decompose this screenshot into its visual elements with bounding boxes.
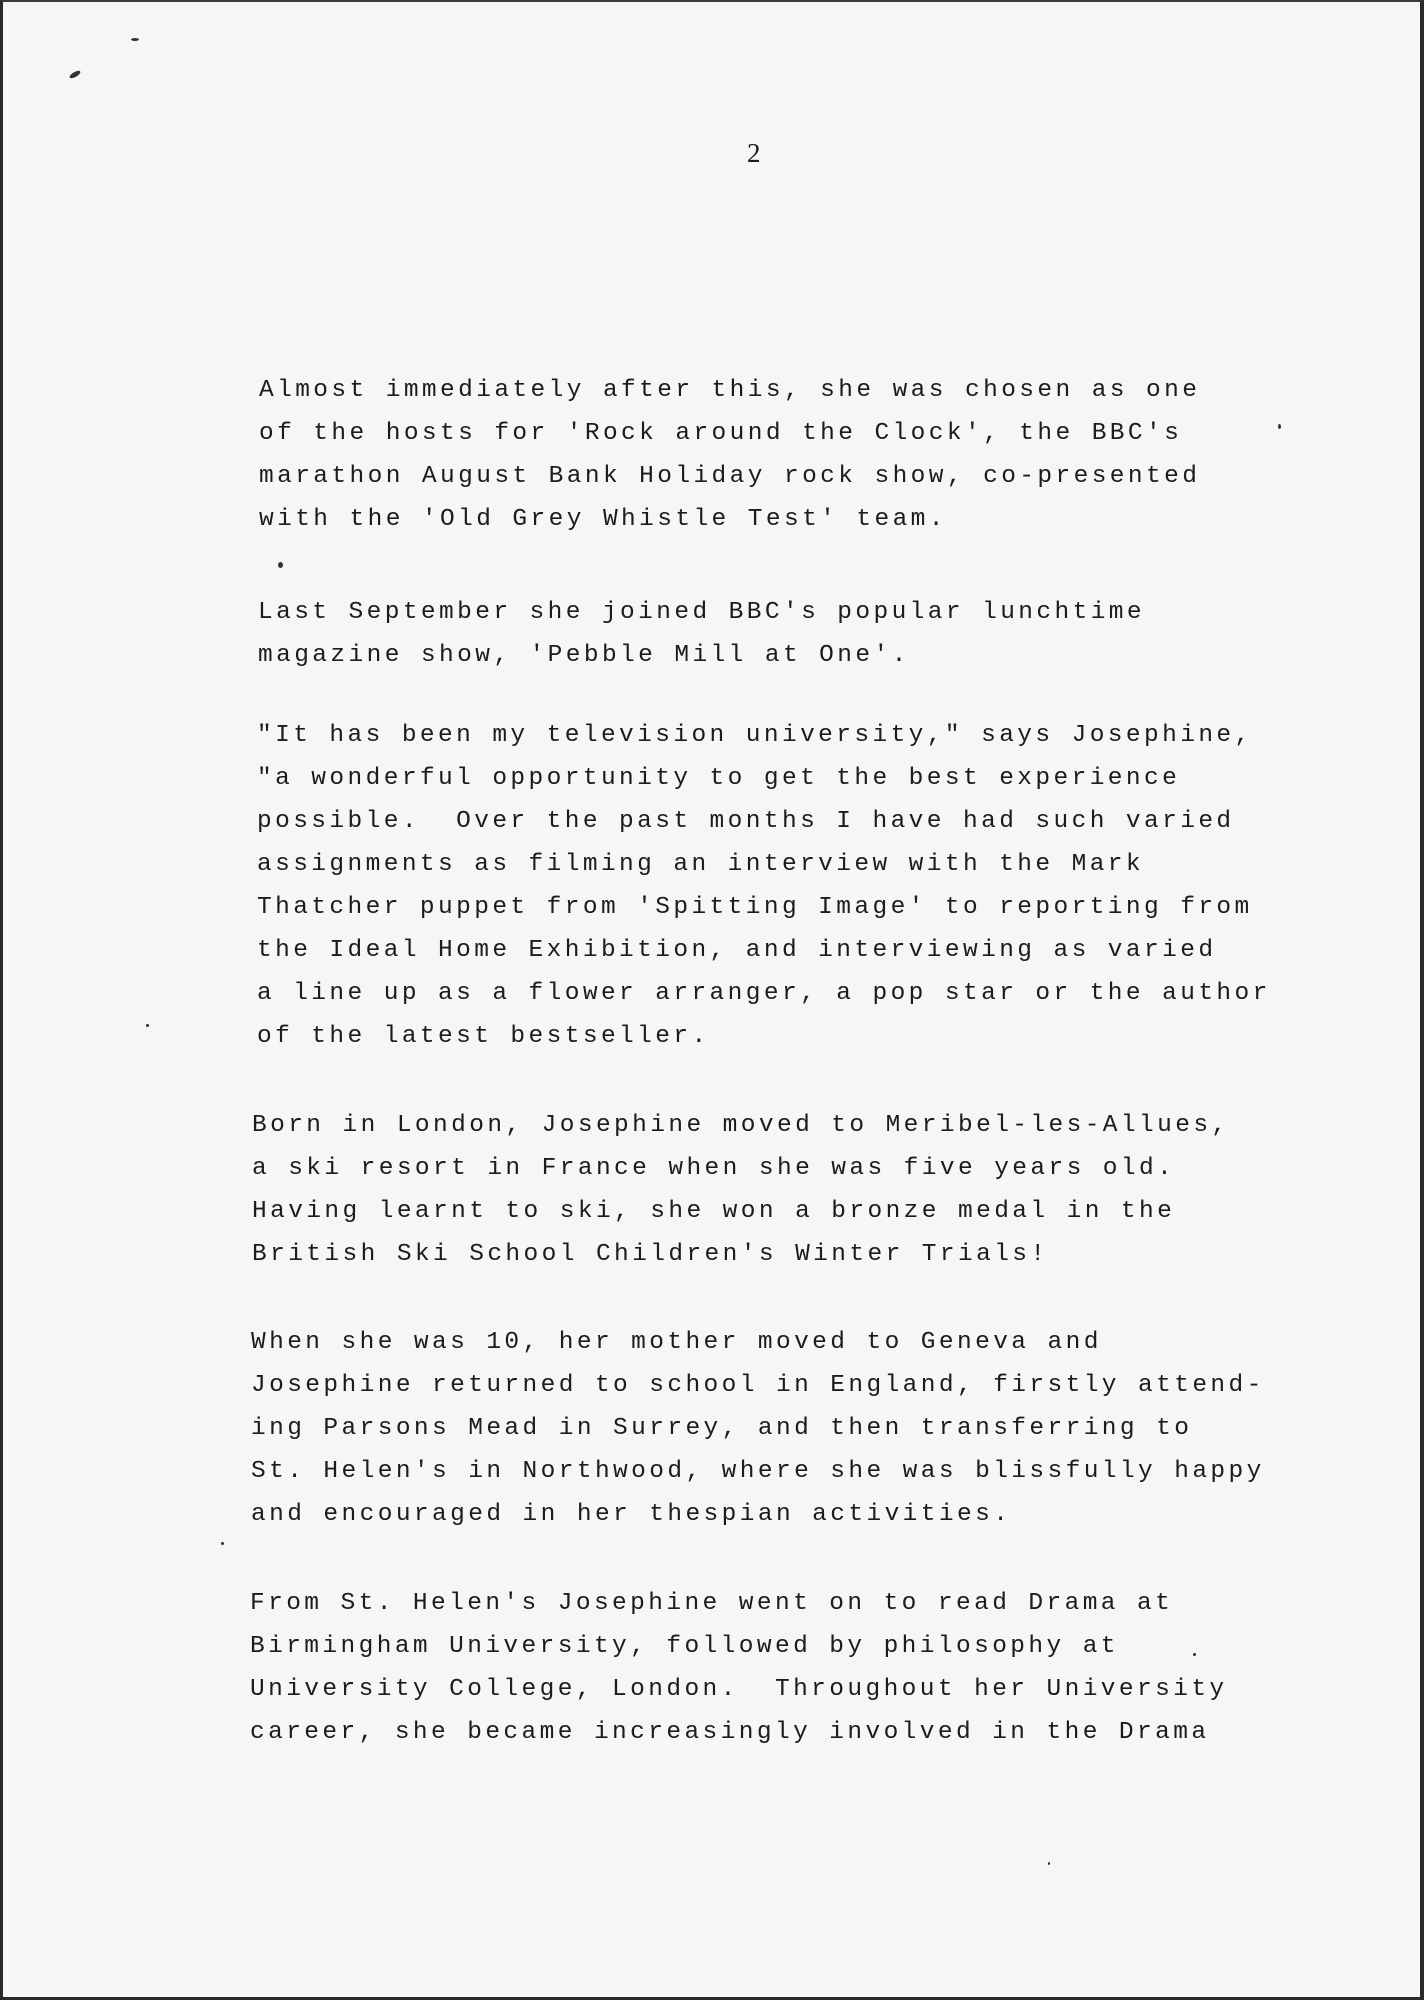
text-line: British Ski School Children's Winter Trials! xyxy=(252,1241,1049,1268)
scan-mark xyxy=(69,69,82,79)
paragraph-1 xyxy=(259,369,1200,541)
text-line: When she was 10, her mother moved to Geneva and xyxy=(251,1329,1102,1356)
text-line: Almost immediately after this, she was chosen as one xyxy=(259,377,1201,404)
text-line: "It has been my television university," says Josephine, xyxy=(257,722,1253,749)
text-line: a ski resort in France when she was five years old. xyxy=(252,1155,1176,1182)
paragraph-3 xyxy=(257,714,1271,1058)
text-line: of the latest bestseller. xyxy=(257,1023,710,1050)
paragraph-5 xyxy=(251,1321,1265,1536)
text-line: marathon August Bank Holiday rock show, co-presented xyxy=(259,463,1201,490)
scan-mark xyxy=(221,1542,224,1545)
scan-mark xyxy=(1048,1862,1050,1865)
scan-mark xyxy=(146,1024,149,1027)
text-line: of the hosts for 'Rock around the Clock', the BBC's xyxy=(259,420,1183,447)
scan-mark xyxy=(131,38,139,41)
scan-mark xyxy=(1193,1653,1196,1656)
paragraph-6 xyxy=(250,1582,1228,1754)
text-line: Born in London, Josephine moved to Meribel-les-Allues, xyxy=(252,1112,1230,1139)
page-number: 2 xyxy=(747,138,761,168)
text-line: Josephine returned to school in England, firstly attend- xyxy=(251,1372,1265,1399)
text-line: Having learnt to ski, she won a bronze medal in the xyxy=(252,1198,1176,1225)
paragraph-4 xyxy=(252,1104,1230,1276)
text-line: From St. Helen's Josephine went on to read Drama at xyxy=(250,1590,1174,1617)
text-line: "a wonderful opportunity to get the best experience xyxy=(257,765,1181,792)
scan-mark xyxy=(1278,424,1281,429)
text-line: career, she became increasingly involved in the Drama xyxy=(250,1719,1210,1746)
text-line: the Ideal Home Exhibition, and interviewing as varied xyxy=(257,937,1217,964)
text-line: magazine show, 'Pebble Mill at One'. xyxy=(258,642,910,669)
scan-mark xyxy=(278,562,283,568)
text-line: University College, London. Throughout her University xyxy=(250,1676,1228,1703)
paragraph-2 xyxy=(258,591,1145,677)
text-line: Birmingham University, followed by philosophy at xyxy=(250,1633,1119,1660)
text-line: Last September she joined BBC's popular lunchtime xyxy=(258,599,1146,626)
text-line: and encouraged in her thespian activities. xyxy=(251,1501,1012,1528)
text-line: assignments as filming an interview with the Mark xyxy=(257,851,1145,878)
text-line: St. Helen's in Northwood, where she was blissfully happy xyxy=(251,1458,1265,1485)
text-line: Thatcher puppet from 'Spitting Image' to reporting from xyxy=(257,894,1253,921)
text-line: possible. Over the past months I have had such varied xyxy=(257,808,1235,835)
text-line: a line up as a flower arranger, a pop star or the author xyxy=(257,980,1271,1007)
text-line: ing Parsons Mead in Surrey, and then transferring to xyxy=(251,1415,1193,1442)
text-line: with the 'Old Grey Whistle Test' team. xyxy=(259,506,947,533)
